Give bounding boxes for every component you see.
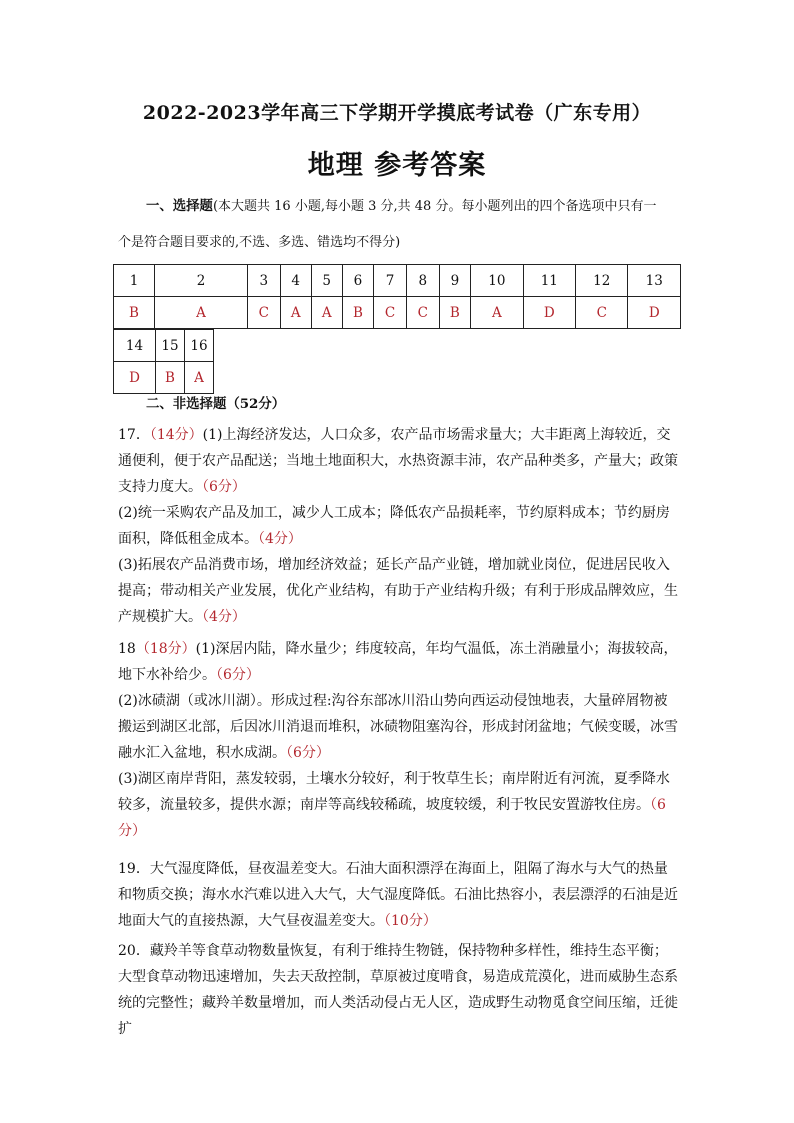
qnum-16: 16 [185, 330, 214, 362]
answer-3: C [248, 297, 281, 329]
answer-letters-row [114, 297, 681, 329]
q17-answer-1: (1)上海经济发达，人口众多，农产品市场需求量大；大丰距离上海较近，交通便利，便于农产品配送；当地土地面积大，水热资源丰沛，农产品种类多，产量大；政策支持力度大。 [118, 427, 678, 495]
q18-answer-2: (2)冰碛湖（或冰川湖）。形成过程:沟谷东部冰川沿山势向西运动侵蚀地表，大量碎屑物被搬运到湖区北部，后因冰川消退而堆积，冰碛物阻塞沟谷，形成封闭盆地；气候变暖，冰雪融水汇入盆地，积水成湖。 [118, 693, 678, 761]
question-18 [118, 636, 678, 844]
exam-title: 2022-2023学年高三下学期开学摸底考试卷（广东专用） [142, 102, 652, 124]
qnum-5: 5 [311, 265, 342, 297]
q17-part2 [118, 500, 678, 552]
qnum-11: 11 [523, 265, 575, 297]
q20-text: 藏羚羊等食草动物数量恢复，有利于维持生物链，保持物种多样性，维持生态平衡；大型食草动物迅速增加，失去天敌控制，草原被过度啃食，易造成荒漠化，进而威胁生态系统的完整性；藏羚羊数量增加，而人类活动侵占无人区，造成野生动物觅食空间压缩，迁徙扩 [118, 943, 678, 1037]
q17-score: （14分） [149, 427, 203, 443]
part1-heading: 一、选择题 [146, 198, 213, 214]
q19-answer [118, 856, 678, 934]
qnum-3: 3 [248, 265, 281, 297]
question-19 [118, 856, 678, 934]
q18-part2 [118, 688, 678, 766]
answer-16: A [185, 362, 214, 394]
qnum-2: 2 [155, 265, 248, 297]
q18-part1 [118, 636, 678, 688]
qnum-1: 1 [114, 265, 155, 297]
q18-answer-1: (1)深居内陆，降水量少；纬度较高，年均气温低，冻土消融量小；海拔较高，地下水补给少。 [118, 641, 678, 683]
answer-6: B [342, 297, 374, 329]
qnum-14: 14 [114, 330, 156, 362]
q18-answer-1-score: （6分） [216, 667, 260, 683]
answer-8: C [406, 297, 439, 329]
qnum-9: 9 [439, 265, 471, 297]
q17-part1 [118, 422, 678, 500]
q17-answer-2: (2)统一采购农产品及加工，减少人工成本；降低农产品损耗率，节约原料成本；节约厨房面积，降低租金成本。 [118, 505, 670, 547]
q18-answer-3: (3)湖区南岸背阳，蒸发较弱，土壤水分较好，利于牧草生长；南岸附近有河流，夏季降水较多，流量较多，提供水源；南岸等高线较稀疏，坡度较缓，利于牧民安置游牧住房。 [118, 771, 670, 813]
answer-7: C [374, 297, 407, 329]
qnum-10: 10 [471, 265, 523, 297]
question-20 [118, 938, 678, 1042]
qnum-8: 8 [406, 265, 439, 297]
answer-4: A [280, 297, 311, 329]
part1-instructions [118, 196, 676, 218]
answer-12: C [576, 297, 628, 329]
q17-part3 [118, 552, 678, 630]
answer-1: B [114, 297, 155, 329]
answer-10: A [471, 297, 523, 329]
q18-part3 [118, 766, 678, 844]
part1-instructions-cont [118, 232, 676, 254]
q18-answer-3-score: （6分） [118, 797, 666, 839]
q18-score: （18分） [135, 641, 196, 657]
q17-answer-3-score: （4分） [202, 609, 246, 625]
answer-11: D [523, 297, 575, 329]
qnum-6: 6 [342, 265, 374, 297]
q19-number: 19． [118, 861, 150, 877]
part2-heading: 二、非选择题（52分） [146, 396, 286, 412]
part2-heading-wrap [118, 394, 676, 415]
q17-answer-3: (3)拓展农产品消费市场，增加经济效益；延长产品产业链，增加就业岗位，促进居民收入提高；带动相关产业发展，优化产业结构，有助于产业结构升级；有利于形成品牌效应，生产规模扩大。 [118, 557, 678, 625]
q18-number: 18 [118, 641, 136, 657]
answer-14: D [114, 362, 156, 394]
answer-9: B [439, 297, 471, 329]
q20-answer [118, 938, 678, 1042]
part1-note-line1: (本大题共 16 小题,每小题 3 分,共 48 分。每小题列出的四个备选项中只有一 [212, 199, 657, 214]
answer-2: A [155, 297, 248, 329]
part1-note-line2: 个是符合题目要求的,不选、多选、错选均不得分) [118, 235, 401, 250]
qnum-15: 15 [156, 330, 185, 362]
qnum-4: 4 [280, 265, 311, 297]
qnum-13: 13 [628, 265, 681, 297]
answer-15: B [156, 362, 185, 394]
answer-letters-row-2 [114, 362, 214, 394]
q17-number: 17． [118, 427, 150, 443]
answer-table-1 [113, 264, 681, 329]
answer-numbers-row-2 [114, 330, 214, 362]
answer-table-2 [113, 329, 214, 394]
qnum-7: 7 [374, 265, 407, 297]
answer-5: A [311, 297, 342, 329]
question-17 [118, 422, 678, 630]
q19-score: （10分） [384, 913, 437, 929]
qnum-12: 12 [576, 265, 628, 297]
q17-answer-2-score: （4分） [258, 531, 302, 547]
q17-answer-1-score: （6分） [202, 479, 246, 495]
q18-answer-2-score: （6分） [286, 745, 330, 761]
answer-numbers-row [114, 265, 681, 297]
q19-text: 大气湿度降低，昼夜温差变大。石油大面积漂浮在海面上，阻隔了海水与大气的热量和物质交换；海水水汽难以进入大气，大气湿度降低。石油比热容小，表层漂浮的石油是近地面大气的直接热源，大气昼夜温差变大。 [118, 861, 678, 929]
answer-13: D [628, 297, 681, 329]
q20-number: 20． [118, 943, 150, 959]
answer-key-title: 地理 参考答案 [307, 150, 487, 181]
